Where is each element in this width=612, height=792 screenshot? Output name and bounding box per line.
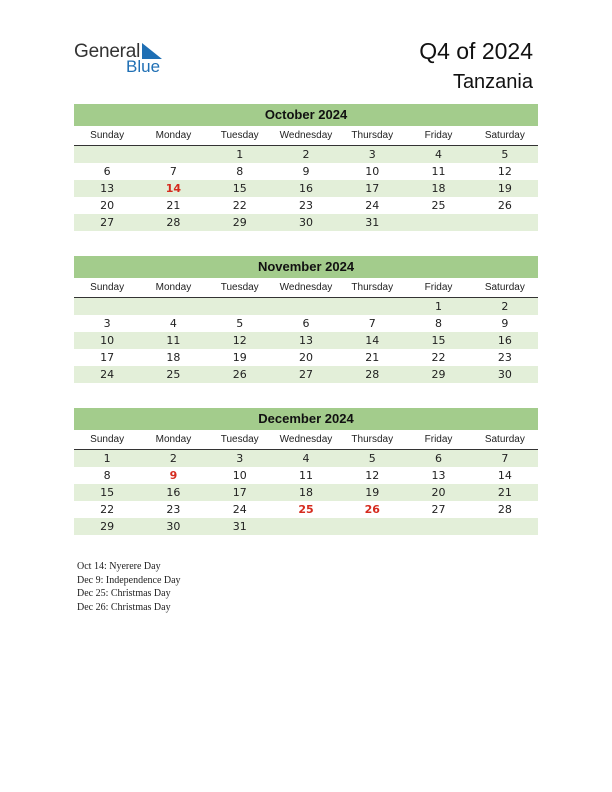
day-cell: 22 [431, 351, 446, 364]
month-calendar [74, 408, 538, 535]
week-row [74, 349, 538, 366]
day-cell [472, 518, 538, 535]
day-cell: 28 [497, 503, 512, 516]
day-cell [140, 146, 206, 163]
holiday-note: Dec 9: Independence Day [77, 574, 181, 586]
day-cell: 10 [365, 165, 380, 178]
day-cell: 23 [166, 503, 181, 516]
day-cell: 15 [431, 334, 446, 347]
weekday-label: Thursday [351, 130, 394, 141]
day-cell [405, 518, 471, 535]
day-cell: 25 [166, 368, 181, 381]
weekday-label: Wednesday [279, 130, 333, 141]
month-title: October 2024 [74, 104, 538, 126]
day-cell: 27 [298, 368, 313, 381]
day-cell: 22 [232, 199, 247, 212]
weekday-label: Saturday [484, 130, 525, 141]
week-row [74, 180, 538, 197]
day-cell: 18 [166, 351, 181, 364]
day-cell: 1 [236, 148, 244, 161]
weekday-label: Sunday [90, 130, 125, 141]
day-cell: 2 [302, 148, 310, 161]
day-cell: 9 [302, 165, 310, 178]
weekday-header-row [74, 431, 538, 450]
holiday-note: Oct 14: Nyerere Day [77, 561, 161, 572]
day-cell: 29 [431, 368, 446, 381]
day-cell: 19 [497, 182, 512, 195]
day-cell: 9 [501, 317, 509, 330]
day-cell: 18 [431, 182, 446, 195]
day-cell: 21 [166, 199, 181, 212]
day-cell [339, 298, 405, 315]
day-cell: 31 [365, 216, 380, 229]
weekday-label: Sunday [90, 282, 125, 293]
day-cell [74, 146, 140, 163]
weekday-label: Thursday [351, 282, 394, 293]
day-cell: 24 [365, 199, 380, 212]
day-cell: 6 [302, 317, 310, 330]
day-cell: 29 [232, 216, 247, 229]
week-row [74, 518, 538, 535]
weekday-label: Wednesday [279, 282, 333, 293]
weekday-label: Saturday [484, 434, 525, 445]
day-cell: 7 [368, 317, 376, 330]
weekday-label: Tuesday [220, 282, 259, 293]
day-cell: 4 [302, 452, 310, 465]
day-cell: 21 [497, 486, 512, 499]
holiday-note: Dec 25: Christmas Day [77, 588, 171, 599]
week-row [74, 315, 538, 332]
day-cell: 12 [497, 165, 512, 178]
day-cell: 6 [103, 165, 111, 178]
day-cell: 27 [431, 503, 446, 516]
logo-general-text: General [74, 41, 141, 62]
day-cell: 25 [431, 199, 446, 212]
day-cell: 10 [100, 334, 115, 347]
day-cell: 2 [169, 452, 177, 465]
day-cell: 5 [368, 452, 376, 465]
day-cell: 11 [166, 334, 181, 347]
day-cell: 2 [501, 300, 509, 313]
weekday-label: Tuesday [220, 130, 259, 141]
weekday-label: Saturday [484, 282, 525, 293]
day-cell: 18 [298, 486, 313, 499]
week-row [74, 214, 538, 231]
day-cell [74, 298, 140, 315]
weekday-label: Monday [155, 434, 192, 445]
month-calendar [74, 104, 538, 231]
day-cell: 20 [431, 486, 446, 499]
day-cell: 23 [497, 351, 512, 364]
day-cell: 4 [435, 148, 443, 161]
day-cell: 26 [497, 199, 512, 212]
month-title: November 2024 [74, 256, 538, 278]
day-cell: 13 [100, 182, 115, 195]
week-row [74, 484, 538, 501]
day-cell: 15 [232, 182, 247, 195]
holiday-notes [77, 560, 181, 614]
day-cell: 22 [100, 503, 115, 516]
day-cell: 30 [497, 368, 512, 381]
weekday-header-row [74, 127, 538, 146]
day-cell [207, 298, 273, 315]
day-cell: 19 [232, 351, 247, 364]
week-row [74, 366, 538, 383]
holiday-note: Dec 26: Christmas Day [77, 601, 171, 613]
month-calendar [74, 256, 538, 383]
day-cell [405, 214, 471, 231]
quarter-title: Q4 of 2024 [419, 38, 533, 64]
day-cell: 27 [100, 216, 115, 229]
day-cell: 3 [236, 452, 244, 465]
day-cell: 17 [365, 182, 380, 195]
day-cell: 8 [435, 317, 443, 330]
day-cell: 31 [232, 520, 247, 533]
day-cell [472, 214, 538, 231]
day-cell: 3 [368, 148, 376, 161]
week-row [74, 163, 538, 180]
day-cell: 24 [100, 368, 115, 381]
weekday-label: Wednesday [279, 434, 333, 445]
weekday-label: Thursday [351, 434, 394, 445]
week-row [74, 298, 538, 315]
day-cell: 26 [232, 368, 247, 381]
day-cell: 29 [100, 520, 115, 533]
day-cell: 6 [435, 452, 443, 465]
day-cell: 11 [431, 165, 446, 178]
day-cell [339, 518, 405, 535]
day-cell: 8 [236, 165, 244, 178]
day-cell: 21 [365, 351, 380, 364]
holiday-day-cell: 9 [169, 469, 178, 482]
day-cell: 12 [365, 469, 380, 482]
day-cell: 11 [298, 469, 313, 482]
day-cell: 30 [166, 520, 181, 533]
day-cell: 4 [169, 317, 177, 330]
logo-blue-text: Blue [126, 57, 161, 76]
week-row [74, 501, 538, 518]
day-cell: 16 [298, 182, 313, 195]
day-cell [273, 298, 339, 315]
day-cell: 12 [232, 334, 247, 347]
day-cell: 10 [232, 469, 247, 482]
day-cell: 20 [298, 351, 313, 364]
weekday-label: Sunday [90, 434, 125, 445]
weekday-label: Tuesday [220, 434, 259, 445]
generalblue-logo [74, 41, 174, 77]
country-title: Tanzania [452, 71, 533, 93]
day-cell: 28 [166, 216, 181, 229]
day-cell: 13 [298, 334, 313, 347]
day-cell: 7 [169, 165, 177, 178]
day-cell: 1 [103, 452, 111, 465]
week-row [74, 467, 538, 484]
holiday-day-cell: 26 [364, 503, 380, 516]
week-row [74, 146, 538, 163]
day-cell: 13 [431, 469, 446, 482]
day-cell: 15 [100, 486, 115, 499]
weekday-label: Friday [424, 282, 453, 293]
day-cell: 14 [497, 469, 512, 482]
weekday-header-row [74, 279, 538, 298]
holiday-day-cell: 25 [298, 503, 314, 516]
day-cell: 5 [501, 148, 509, 161]
day-cell [140, 298, 206, 315]
day-cell: 16 [166, 486, 181, 499]
day-cell: 24 [232, 503, 247, 516]
day-cell: 16 [497, 334, 512, 347]
day-cell [273, 518, 339, 535]
day-cell: 17 [232, 486, 247, 499]
week-row [74, 332, 538, 349]
day-cell: 20 [100, 199, 115, 212]
weekday-label: Monday [155, 282, 192, 293]
week-row [74, 197, 538, 214]
day-cell: 19 [365, 486, 380, 499]
day-cell: 23 [298, 199, 313, 212]
day-cell: 5 [236, 317, 244, 330]
week-row [74, 450, 538, 467]
day-cell: 3 [103, 317, 111, 330]
day-cell: 28 [365, 368, 380, 381]
day-cell: 1 [435, 300, 443, 313]
day-cell: 8 [103, 469, 111, 482]
day-cell: 7 [501, 452, 509, 465]
day-cell: 30 [298, 216, 313, 229]
day-cell: 14 [365, 334, 380, 347]
holiday-day-cell: 14 [165, 182, 182, 195]
day-cell: 17 [100, 351, 115, 364]
month-title: December 2024 [74, 408, 538, 430]
weekday-label: Monday [155, 130, 192, 141]
weekday-label: Friday [424, 130, 453, 141]
weekday-label: Friday [424, 434, 453, 445]
